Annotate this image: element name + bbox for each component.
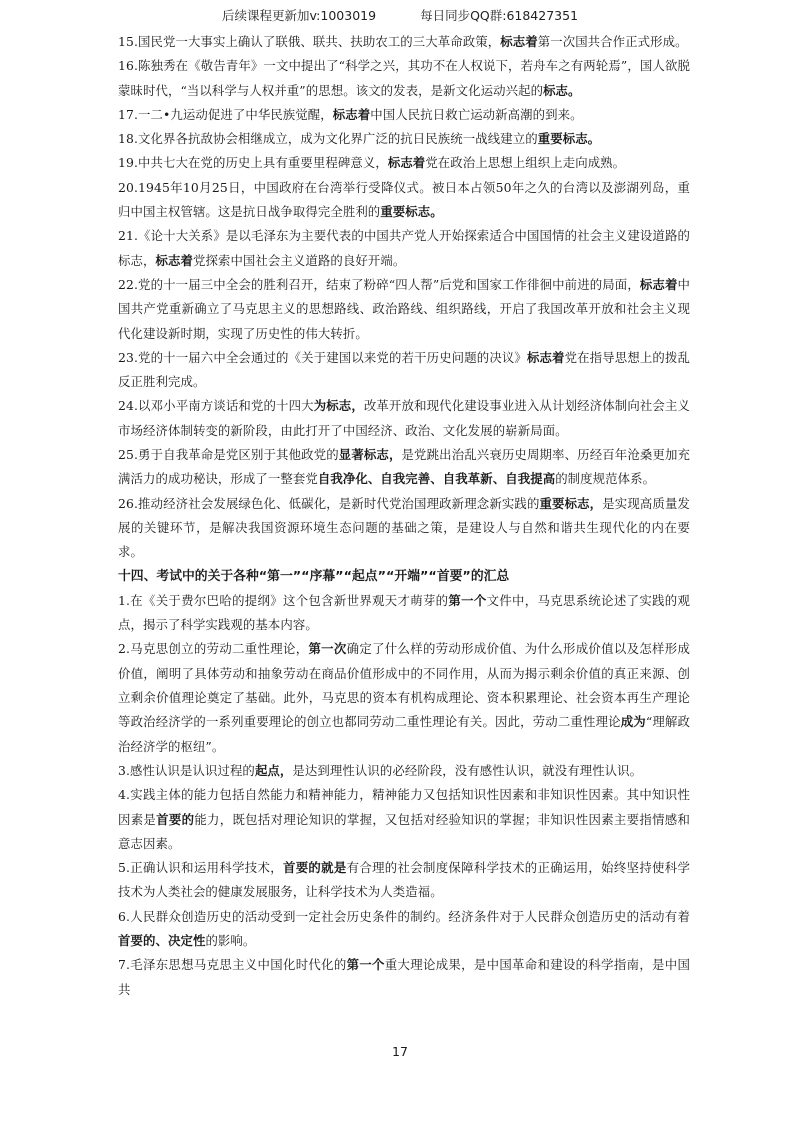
- bold-keyword: 标志。: [543, 82, 581, 98]
- bold-keyword: 重要标志。: [380, 204, 443, 220]
- text-run: 6.人民群众创造历史的活动受到一定社会历史条件的制约。经济条件对于人民群众创造历史的活动有着: [118, 908, 690, 924]
- bold-keyword: 标志着: [639, 276, 678, 292]
- text-run: 的制度规范体系。: [555, 471, 656, 487]
- bold-keyword: 标志着: [387, 155, 426, 171]
- paragraph: [118, 273, 690, 346]
- text-run: 26.推动经济社会发展绿色化、低碳化，是新时代党治国理政新理念新实践的: [118, 495, 540, 511]
- text-run: 21.《论十大关系》是以毛泽东为主要代表的中国共产党人开始探索适合中国国情的社会主义建设道路的标志，: [118, 228, 690, 268]
- bold-keyword: 自我净化、自我完善、自我革新、自我提高: [317, 471, 556, 487]
- text-run: 25.勇于自我革命是党区别于其他政党的: [118, 447, 339, 463]
- text-run: 是实现高质量发展的关键环节，是解决我国资源环境生态问题的基础之策，是建设人与自然和谐共生现代化的内在要求。: [118, 495, 690, 560]
- text-run: 7.毛泽东思想马克思主义中国化时代化的: [118, 957, 347, 973]
- text-run: 20.1945年10月25日，中国政府在台湾举行受降仪式。被日本占领50年之久的台湾以及澎湖列岛，重归中国主权管辖。这是抗日战争取得完全胜利的: [118, 179, 690, 220]
- bold-keyword: 为标志，: [313, 398, 364, 414]
- text-run: 18.文化界各抗敌协会相继成立，成为文化界广泛的抗日民族统一战线建立的: [118, 131, 538, 147]
- page-number: 17: [392, 1044, 408, 1059]
- bold-keyword: 起点，: [254, 762, 293, 778]
- text-run: 文件中，马克思系统论述了实践的观点，揭示了科学实践观的基本内容。: [118, 592, 690, 633]
- paragraph: [118, 492, 690, 565]
- text-run: 4.实践主体的能力包括自然能力和精神能力，精神能力又包括知识性因素和非知识性因素。其中知识性因素是: [118, 787, 690, 827]
- paragraph: [118, 54, 690, 103]
- bold-keyword: 标志着: [500, 34, 538, 49]
- paragraph: [118, 103, 690, 127]
- bold-keyword: 成为: [620, 714, 646, 730]
- text-run: 22.党的十一届三中全会的胜利召开，结束了粉碎“四人帮”后党和国家工作徘徊中前进的局面，: [118, 276, 640, 292]
- paragraph: [118, 759, 690, 783]
- bold-keyword: 第一次: [308, 641, 347, 657]
- text-run: 23.党的十一届六中全会通过的《关于建国以来党的若干历史问题的决议》: [118, 349, 527, 365]
- text-run: 党探索中国社会主义道路的良好开端。: [192, 252, 406, 268]
- paragraph: [118, 589, 690, 638]
- bold-keyword: 标志着: [332, 106, 371, 122]
- bold-keyword: 首要的、决定性: [118, 932, 206, 948]
- text-run: 是达到理性认识的必经阶段，没有感性认识，就没有理性认识。: [292, 762, 643, 778]
- text-run: 中国人民抗日救亡运动新高潮的到来。: [370, 106, 583, 122]
- text-run: 党在指导思想上的拨乱反正胜利完成。: [118, 349, 690, 390]
- text-run: 16.陈独秀在《敬告青年》一文中提出了“科学之兴，其功不在人权说下，若舟车之有两轮焉”，国人欲脱蒙昧时代，“当以科学与人权并重”的思想。该文的发表，是新文化运动兴起的: [118, 58, 690, 98]
- bold-keyword: 显著标志，: [338, 447, 402, 463]
- paragraph: [118, 346, 690, 395]
- paragraph: [118, 30, 690, 54]
- section-heading: 十四、考试中的关于各种“第一”“序幕”“起点”“开端”“首要”的汇总: [118, 568, 510, 584]
- text-run: 19.中共七大在党的历史上具有重要里程碑意义，: [118, 155, 388, 171]
- document-body: [118, 30, 690, 1002]
- paragraph: [118, 856, 690, 905]
- bold-keyword: 重要标志。: [537, 131, 601, 147]
- text-run: 1.在《关于费尔巴哈的提纲》这个包含新世界观天才萌芽的: [118, 592, 449, 608]
- bold-keyword: 标志着: [155, 252, 193, 268]
- text-run: 是党跳出治乱兴衰历史周期率、历经百年沧桑更加充满活力的成功秘诀，形成了一整套党: [118, 447, 690, 487]
- text-run: 能力，既包括对理论知识的掌握，又包括对经验知识的掌握；非知识性因素主要指情感和意志因素。: [118, 811, 690, 851]
- text-run: “理解政治经济学的枢纽”。: [118, 714, 690, 754]
- paragraph: [118, 905, 690, 954]
- paragraph: [118, 953, 690, 1002]
- paragraph: [118, 637, 690, 758]
- bold-keyword: 第一个: [346, 957, 385, 973]
- paragraph: [118, 176, 690, 225]
- bold-keyword: 重要标志，: [539, 495, 603, 511]
- paragraph: [118, 394, 690, 443]
- paragraph: [118, 224, 690, 273]
- page-header: [0, 6, 800, 24]
- paragraph: [118, 783, 690, 856]
- text-run: 第一次国共合作正式形成。: [537, 34, 688, 49]
- text-run: 改革开放和现代化建设事业进入从计划经济体制向社会主义市场经济体制转变的新阶段，由此打开了中国经济、政治、文化发展的崭新局面。: [118, 398, 691, 438]
- header-course-contact: 后续课程更新加v:1003019: [221, 8, 377, 23]
- paragraph: [118, 443, 690, 492]
- text-run: 5.正确认识和运用科学技术，: [118, 860, 283, 876]
- text-run: 15.国民党一大事实上确认了联俄、联共、扶助农工的三大革命政策，: [118, 34, 501, 49]
- text-run: 重大理论成果，是中国革命和建设的科学指南，是中国共: [118, 957, 690, 997]
- text-run: 党在政治上思想上组织上走向成熟。: [425, 155, 626, 171]
- text-run: 有合理的社会制度保障科学技术的正确运用，始终坚持使科学技术为人类社会的健康发展服务，让科学技术为人类造福。: [118, 860, 691, 900]
- text-run: 24.以邓小平南方谈话和党的十四大: [118, 398, 314, 414]
- text-run: 中国共产党重新确立了马克思主义的思想路线、政治路线、组织路线，开启了我国改革开放和社会主义现代化建设新时期，实现了历史性的伟大转折。: [118, 276, 690, 341]
- paragraph: [118, 151, 690, 175]
- bold-keyword: 首要的: [156, 811, 195, 827]
- bold-keyword: 标志着: [526, 349, 565, 365]
- text-run: 2.马克思创立的劳动二重性理论，: [118, 641, 309, 657]
- bold-keyword: 首要的就是: [282, 860, 347, 876]
- header-qq-group: 每日同步QQ群:618427351: [420, 8, 579, 23]
- text-run: 的影响。: [205, 932, 256, 948]
- text-run: 17.一二•九运动促进了中华民族觉醒，: [118, 106, 333, 122]
- paragraph: [118, 127, 690, 151]
- text-run: 3.感性认识是认识过程的: [118, 762, 255, 778]
- bold-keyword: 第一个: [448, 592, 487, 608]
- text-run: 确定了什么样的劳动形成价值、为什么形成价值以及怎样形成价值，阐明了具体劳动和抽象劳动在商品价值形成中的不同作用，从而为揭示剩余价值的真正来源、创立剩余价值理论奠定了基础。此外，马克思的资本有机构成理论、资本积累理论、社会资本再生产理论等政治经济学的一系列重要理论的创立也都同劳动二重性理论有关。因此，劳动二重性理论: [118, 641, 691, 730]
